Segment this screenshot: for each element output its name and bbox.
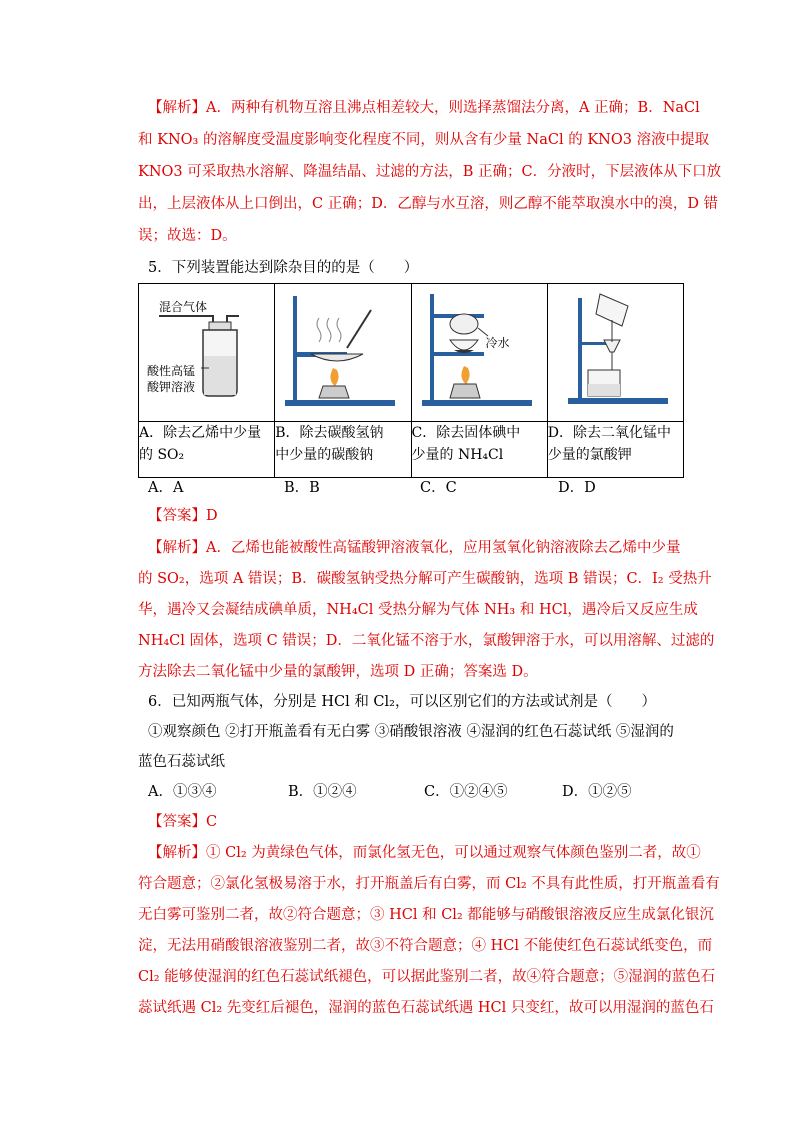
q6-analysis-line-4: 淀，无法用硝酸银溶液鉴别二者，故③不符合题意；④ HCl 不能使红色石蕊试纸变色，而 <box>138 938 713 954</box>
q6-choice-a[interactable]: A．①③④ <box>148 784 217 800</box>
q5-analysis-line-1: 【解析】A．乙烯也能被酸性高锰酸钾溶液氧化，应用氢氧化钠溶液除去乙烯中少量 <box>148 540 681 556</box>
q5-choice-c[interactable]: C．C <box>420 480 457 496</box>
q6-methods-line-2: 蓝色石蕊试纸 <box>138 754 225 770</box>
q4-analysis-line-1: 【解析】A．两种有机物互溶且沸点相差较大，则选择蒸馏法分离，A 正确；B．NaCl <box>148 100 700 116</box>
q6-choice-d[interactable]: D．①②⑤ <box>562 784 632 800</box>
sublimation-apparatus-figure <box>412 284 548 421</box>
q6-choice-c[interactable]: C．①②④⑤ <box>424 784 508 800</box>
q6-analysis-line-2: 符合题意；②氯化氢极易溶于水，打开瓶盖后有白雾，而 Cl₂ 不具有此性质，打开瓶盖看有 <box>138 876 720 892</box>
caption-b-line-1: B．除去碳酸氢钠 <box>275 425 384 441</box>
q6-analysis-line-5: Cl₂ 能够使湿润的红色石蕊试纸褪色，可以据此鉴别二者，故④符合题意；⑤湿润的蓝色石 <box>138 969 716 985</box>
q6-answer: 【答案】C <box>148 814 218 830</box>
q5-stem: 5．下列装置能达到除杂目的的是（ ） <box>148 260 419 276</box>
q6-analysis-line-6: 蕊试纸遇 Cl₂ 先变红后褪色，湿润的蓝色石蕊试纸遇 HCl 只变红，故可以用湿润的蓝色石 <box>138 1000 714 1016</box>
q6-choice-b[interactable]: B．①②④ <box>288 784 357 800</box>
q4-analysis-line-3: KNO3 可采取热水溶解、降温结晶、过滤的方法，B 正确；C．分液时，下层液体从下口放 <box>138 164 722 180</box>
q6-stem: 6．已知两瓶气体，分别是 HCl 和 Cl₂，可以区别它们的方法或试剂是（ ） <box>148 694 656 710</box>
caption-d-line-2: 少量的氯酸钾 <box>547 447 632 463</box>
q5-analysis-line-2: 的 SO₂，选项 A 错误；B．碳酸氢钠受热分解可产生碳酸钠，选项 B 错误；C．I₂ 受热升 <box>138 571 712 587</box>
q5-choice-d[interactable]: D．D <box>558 480 596 496</box>
label-mixed-gas: 混合气体 <box>159 300 208 314</box>
figure-c-cell <box>411 284 547 422</box>
label-solution-1: 酸性高锰 <box>147 364 196 378</box>
q5-figure-table <box>138 283 684 478</box>
caption-a-line-1: A．除去乙烯中少量 <box>139 425 262 441</box>
caption-c-line-1: C．除去固体碘中 <box>411 425 521 441</box>
caption-d-line-1: D．除去二氧化锰中 <box>547 425 671 441</box>
caption-a-line-2: 的 SO₂ <box>139 447 185 463</box>
caption-b-line-2: 中少量的碳酸钠 <box>275 447 374 463</box>
q4-analysis-line-5: 误；故选：D。 <box>138 228 237 244</box>
caption-a <box>139 422 275 478</box>
q6-analysis-line-3: 无白雾可鉴别二者，故②符合题意；③ HCl 和 Cl₂ 都能够与硝酸银溶液反应生成氯化银沉 <box>138 907 714 923</box>
q5-choice-a[interactable]: A．A <box>148 480 184 496</box>
q5-choice-b[interactable]: B．B <box>284 480 320 496</box>
figure-b-cell <box>275 284 411 422</box>
caption-c-line-2: 少量的 NH₄Cl <box>411 447 504 463</box>
q4-analysis-line-2: 和 KNO₃ 的溶解度受温度影响变化程度不同，则从含有少量 NaCl 的 KNO3 溶液中提取 <box>138 132 710 148</box>
figure-a-cell <box>139 284 275 422</box>
filtration-apparatus-figure <box>548 284 684 421</box>
caption-c <box>411 422 547 478</box>
figure-d-cell <box>547 284 683 422</box>
q5-analysis-line-5: 方法除去二氧化锰中少量的氯酸钾，选项 D 正确；答案选 D。 <box>138 664 538 680</box>
q6-analysis-line-1: 【解析】① Cl₂ 为黄绿色气体，而氯化氢无色，可以通过观察气体颜色鉴别二者，故① <box>148 845 701 861</box>
caption-b <box>275 422 411 478</box>
q6-methods-line-1: ①观察颜色 ②打开瓶盖看有无白雾 ③硝酸银溶液 ④湿润的红色石蕊试纸 ⑤湿润的 <box>148 724 674 740</box>
q4-analysis-line-4: 出，上层液体从上口倒出，C 正确；D．乙醇与水互溶，则乙醇不能萃取溴水中的溴，D 错 <box>138 196 719 212</box>
q5-analysis-line-4: NH₄Cl 固体，选项 C 错误；D．二氧化锰不溶于水，氯酸钾溶于水，可以用溶解、过滤的 <box>138 633 715 649</box>
evaporating-dish-figure <box>275 284 411 421</box>
label-cold-water: 冷水 <box>485 336 510 350</box>
q5-answer: 【答案】D <box>148 508 218 524</box>
q5-analysis-line-3: 华，遇冷又会凝结成碘单质，NH₄Cl 受热分解为气体 NH₃ 和 HCl，遇冷后又反应生成 <box>138 602 698 618</box>
label-solution-2: 酸钾溶液 <box>147 380 196 394</box>
caption-d <box>547 422 683 478</box>
